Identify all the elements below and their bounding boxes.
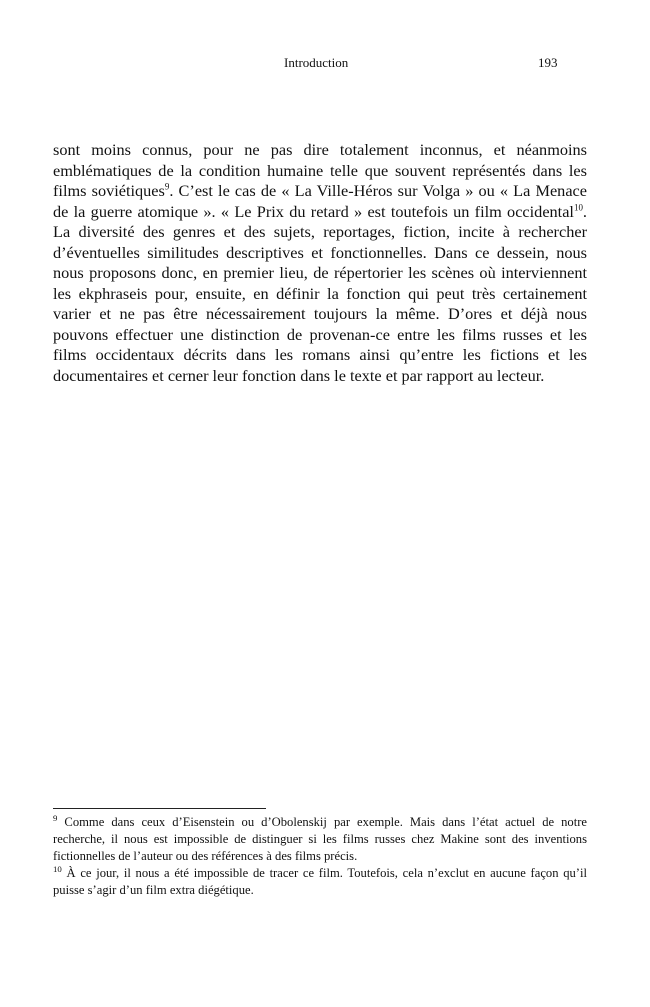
footnote-10 — [53, 865, 587, 899]
body-text-segment: . La diversité des genres et des sujets, reportages, fiction, incite à rechercher d’éventuelles similitudes descriptives et fonctionnelles. Dans ce dessein, nous nous proposons donc, en premier lieu, de répertorier les scènes où interviennent les ekphraseis pour, ensuite, en définir la fonction qui peut très certainement varier et ne pas être nécessairement toujours la même. D’ores et déjà nous pouvons effectuer une distinction de provenan-ce entre les films russes et les films occidentaux décrits dans les romans ainsi qu’entre les fictions et les documentaires et cerner leur fonction dans le texte et par rapport au lecteur. — [53, 201, 587, 385]
body-text-segment: . C’est le cas de « La Ville-Héros sur Volga » ou « La Menace de la guerre atomique ». « Le Prix du retard » est toutefois un film occidental — [53, 181, 587, 221]
body-text-segment: sont moins connus, pour ne pas dire totalement inconnus, et néanmoins emblématiques de la condition humaine telle que souvent représentés dans les films soviétiques — [53, 140, 587, 200]
running-head — [0, 55, 650, 73]
page-number: 193 — [538, 55, 558, 70]
running-title: Introduction — [284, 55, 349, 70]
footnote-text: Comme dans ceux d’Eisenstein ou d’Obolenskij par exemple. Mais dans l’état actuel de notre recherche, il nous est impossible de distinguer si les films russes chez Makine sont des inventions fictionnelles de l’auteur ou des références à des films précis. — [53, 815, 587, 863]
footnote-text: À ce jour, il nous a été impossible de tracer ce film. Toutefois, cela n’exclut en aucune façon qu’il puisse s’agir d’un film extra diégétique. — [53, 866, 587, 897]
footnote-divider — [53, 808, 266, 809]
footnotes — [53, 814, 587, 899]
footnote-number: 10 — [53, 863, 62, 874]
footnote-ref-9[interactable]: 9 — [164, 181, 170, 192]
footnote-9 — [53, 814, 587, 865]
body-paragraph — [53, 140, 587, 386]
footnote-ref-10[interactable]: 10 — [573, 202, 583, 213]
footnote-number: 9 — [53, 812, 58, 823]
